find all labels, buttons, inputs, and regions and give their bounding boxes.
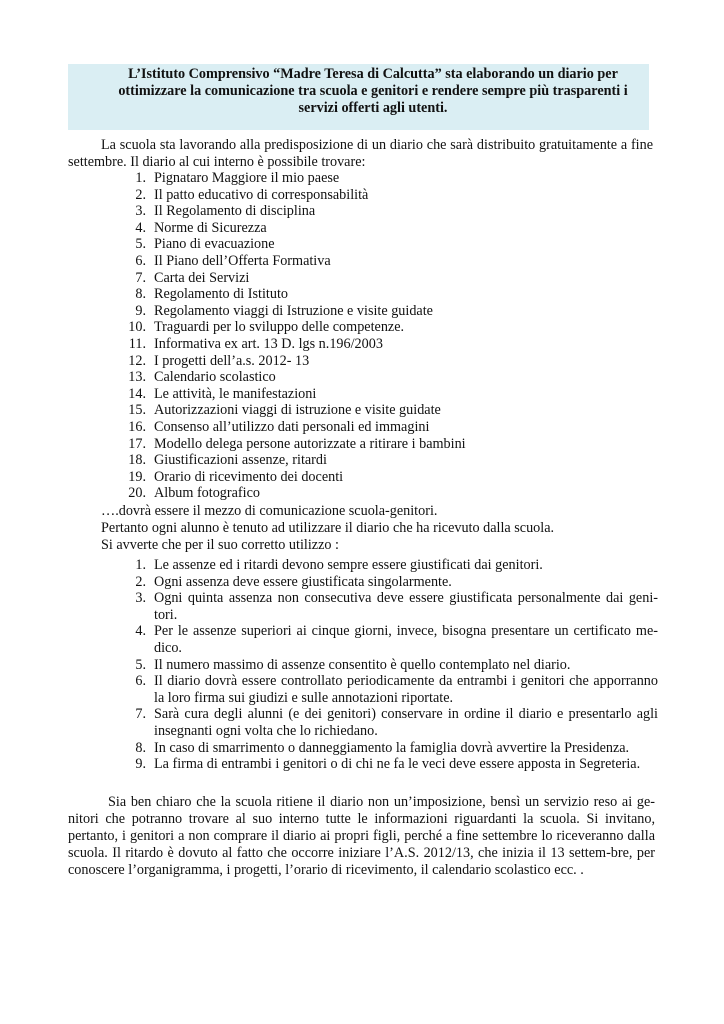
usage-rules-list — [118, 557, 658, 773]
list-item-text: Traguardi per lo sviluppo delle competenze. — [154, 319, 405, 336]
rule-list-item — [118, 574, 658, 591]
list-item-text: Sarà cura degli alunni (e dei genitori) conservare in ordine il diario e presentarlo agli insegnanti ogni volta che lo richiedano. — [154, 706, 658, 739]
list-item-text: Ogni assenza deve essere giustificata singolarmente. — [154, 573, 452, 590]
list-item-number: 10. — [128, 319, 146, 336]
list-item-number: 2. — [135, 573, 146, 590]
intro-text: La scuola sta lavorando alla predisposizione di un diario che sarà distribuito gratuitamente a fine settembre. Il diario al cui interno è possibile trovare: — [68, 137, 653, 170]
after-line-2: Pertanto ogni alunno è tenuto ad utilizzare il diario che ha ricevuto dalla scuola. — [101, 520, 555, 536]
rule-list-item — [118, 623, 658, 656]
contents-list-item — [118, 203, 658, 220]
list-item-number: 3. — [135, 203, 146, 220]
list-item-text: In caso di smarrimento o danneggiamento la famiglia dovrà avvertire la Presidenza. — [154, 739, 630, 756]
list-item-text: Ogni quinta assenza non consecutiva deve essere giustificata personalmente dai geni-tori. — [154, 590, 658, 623]
contents-list-item — [118, 419, 658, 436]
contents-list-item — [118, 336, 658, 353]
contents-list-item — [118, 220, 658, 237]
contents-list-item — [118, 253, 658, 270]
contents-list-item — [118, 236, 658, 253]
list-item-number: 18. — [128, 452, 146, 469]
list-item-text: Modello delega persone autorizzate a ritirare i bambini — [154, 435, 466, 452]
after-line-3: Si avverte che per il suo corretto utilizzo : — [101, 537, 339, 553]
list-item-text: Le assenze ed i ritardi devono sempre essere giustificati dai genitori. — [154, 557, 543, 573]
contents-list-item — [118, 170, 658, 187]
list-item-number: 6. — [135, 673, 146, 690]
contents-list-item — [118, 286, 658, 303]
list-item-text: Calendario scolastico — [154, 369, 276, 386]
document-header — [108, 66, 638, 117]
list-item-number: 7. — [135, 269, 146, 286]
list-item-text: Il numero massimo di assenze consentito è quello contemplato nel diario. — [154, 656, 571, 673]
contents-list-item — [118, 319, 658, 336]
contents-list-item — [118, 402, 658, 419]
list-item-number: 3. — [135, 590, 146, 607]
after-line-1: ….dovrà essere il mezzo di comunicazione scuola-genitori. — [101, 503, 438, 519]
list-item-number: 15. — [128, 402, 146, 419]
contents-list-item — [118, 353, 658, 370]
contents-list-item — [118, 187, 658, 204]
list-item-number: 19. — [128, 468, 146, 485]
rule-list-item — [118, 557, 658, 574]
list-item-number: 8. — [135, 286, 146, 303]
header-line-1: L’Istituto Comprensivo “Madre Teresa di Calcutta” sta elaborando un diario per — [128, 66, 618, 82]
list-item-number: 16. — [128, 418, 146, 435]
list-item-text: Il Piano dell’Offerta Formativa — [154, 252, 331, 269]
contents-list-item — [118, 469, 658, 486]
list-item-text: Piano di evacuazione — [154, 236, 275, 253]
list-item-text: Regolamento di Istituto — [154, 286, 288, 303]
header-line-3: servizi offerti agli utenti. — [298, 100, 448, 116]
list-item-text: Pignataro Maggiore il mio paese — [154, 170, 340, 186]
list-item-text: Consenso all’utilizzo dati personali ed immagini — [154, 418, 430, 435]
list-item-text: Regolamento viaggi di Istruzione e visite guidate — [154, 302, 433, 319]
contents-list-item — [118, 386, 658, 403]
contents-list-item — [118, 369, 658, 386]
list-item-number: 11. — [128, 335, 146, 352]
list-item-number: 5. — [135, 656, 146, 673]
list-item-text: La firma di entrambi i genitori o di chi ne fa le veci deve essere apposta in Segreteria. — [154, 756, 641, 773]
list-item-number: 1. — [135, 557, 146, 573]
list-item-text: Carta dei Servizi — [154, 269, 250, 286]
closing-text: Sia ben chiaro che la scuola ritiene il diario non un’imposizione, bensì un servizio reso ai ge-nitori che potranno trovare al suo interno tutte le informazioni riguardanti la scuola. Si invitano, pertanto, i genitori a non comprare il diario ai propri figli, perché a fine settembre lo riceveranno dalla scuola. Il ritardo è dovuto al fatto che occorre iniziare l’A.S. 2012/13, che inizia il 13 settem-bre, per conoscere l’organigramma, i progetti, l’orario di ricevimento, il calendario scolastico ecc. . — [68, 794, 655, 878]
list-item-text: Album fotografico — [154, 485, 260, 502]
list-item-number: 1. — [135, 170, 146, 186]
rule-list-item — [118, 740, 658, 757]
list-item-text: Il diario dovrà essere controllato periodicamente da entrambi i genitori che apporranno la loro firma sui giudizi e sulle annotazioni riportate. — [154, 673, 658, 706]
contents-list-item — [118, 452, 658, 469]
rule-list-item — [118, 673, 658, 706]
list-item-number: 14. — [128, 385, 146, 402]
list-item-number: 20. — [128, 485, 146, 502]
list-item-number: 9. — [135, 756, 146, 773]
header-line-2: ottimizzare la comunicazione tra scuola e genitori e rendere sempre più trasparenti i — [118, 83, 628, 99]
list-item-number: 6. — [135, 252, 146, 269]
list-item-text: Il patto educativo di corresponsabilità — [154, 186, 369, 203]
list-item-text: Orario di ricevimento dei docenti — [154, 468, 344, 485]
list-item-number: 9. — [135, 302, 146, 319]
rule-list-item — [118, 706, 658, 739]
list-item-number: 12. — [128, 352, 146, 369]
list-item-number: 8. — [135, 739, 146, 756]
list-item-text: Per le assenze superiori ai cinque giorni, invece, bisogna presentare un certificato me-dico. — [154, 623, 658, 656]
list-item-text: Le attività, le manifestazioni — [154, 385, 317, 402]
list-item-text: Autorizzazioni viaggi di istruzione e visite guidate — [154, 402, 441, 419]
list-item-text: Informativa ex art. 13 D. lgs n.196/2003 — [154, 335, 383, 352]
list-item-number: 13. — [128, 369, 146, 386]
after-list-text — [101, 503, 661, 554]
list-item-text: Norme di Sicurezza — [154, 219, 267, 236]
rule-list-item — [118, 657, 658, 674]
list-item-text: I progetti dell’a.s. 2012- 13 — [154, 352, 310, 369]
list-item-number: 7. — [135, 706, 146, 723]
contents-list-item — [118, 270, 658, 287]
list-item-number: 17. — [128, 435, 146, 452]
contents-list-item — [118, 303, 658, 320]
contents-list-item — [118, 436, 658, 453]
list-item-text: Il Regolamento di disciplina — [154, 203, 316, 220]
rule-list-item — [118, 590, 658, 623]
list-item-text: Giustificazioni assenze, ritardi — [154, 452, 327, 469]
list-item-number: 4. — [135, 623, 146, 640]
diary-contents-list — [118, 170, 658, 502]
list-item-number: 5. — [135, 236, 146, 253]
contents-list-item — [118, 485, 658, 502]
list-item-number: 2. — [135, 186, 146, 203]
closing-paragraph — [68, 794, 655, 879]
rule-list-item — [118, 756, 658, 773]
intro-paragraph — [68, 137, 653, 171]
list-item-number: 4. — [135, 219, 146, 236]
